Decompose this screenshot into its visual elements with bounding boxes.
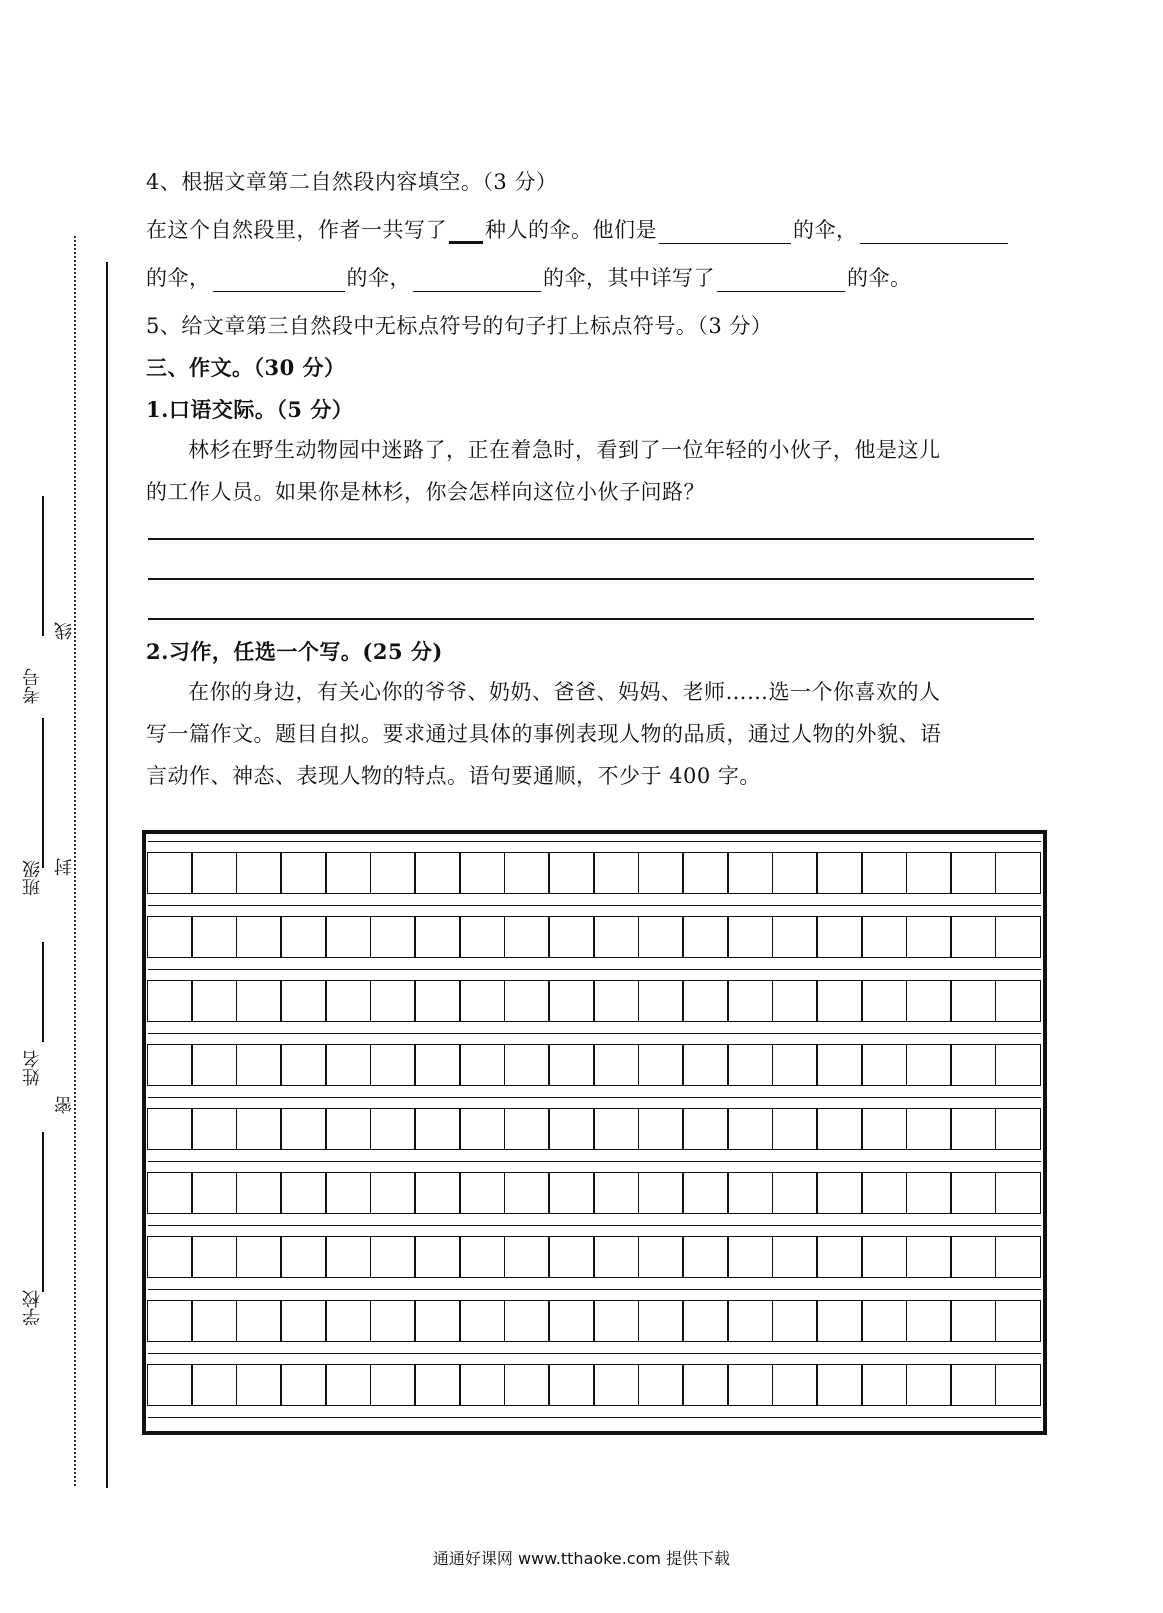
grid-cell[interactable] bbox=[772, 1300, 818, 1342]
grid-cell[interactable] bbox=[548, 1108, 594, 1150]
grid-cell[interactable] bbox=[638, 1108, 684, 1150]
grid-cell[interactable] bbox=[236, 1108, 282, 1150]
grid-cell[interactable] bbox=[995, 1044, 1041, 1086]
grid-separator bbox=[148, 1289, 1041, 1290]
part1-line2: 的工作人员。如果你是林杉，你会怎样向这位小伙子问路？ bbox=[146, 480, 705, 504]
grid-row bbox=[148, 916, 1041, 958]
q5-heading: 5、给文章第三自然段中无标点符号的句子打上标点符号。（3 分） bbox=[146, 314, 773, 338]
grid-cell[interactable] bbox=[861, 1300, 907, 1342]
grid-cell[interactable] bbox=[593, 980, 639, 1022]
grid-cell[interactable] bbox=[548, 1172, 594, 1214]
exam-no-underline bbox=[42, 496, 44, 636]
grid-cell[interactable] bbox=[236, 1172, 282, 1214]
grid-cell[interactable] bbox=[191, 1364, 237, 1406]
grid-cell[interactable] bbox=[147, 980, 193, 1022]
grid-cell[interactable] bbox=[504, 1364, 550, 1406]
fill-blank[interactable] bbox=[413, 269, 541, 292]
grid-row bbox=[148, 1108, 1041, 1150]
grid-cell[interactable] bbox=[236, 916, 282, 958]
grid-cell[interactable] bbox=[727, 1300, 773, 1342]
grid-cell[interactable] bbox=[370, 916, 416, 958]
grid-cell[interactable] bbox=[370, 1172, 416, 1214]
grid-cell[interactable] bbox=[280, 1108, 326, 1150]
grid-cell[interactable] bbox=[638, 1300, 684, 1342]
grid-cell[interactable] bbox=[816, 1236, 862, 1278]
grid-cell[interactable] bbox=[325, 1172, 371, 1214]
grid-cell[interactable] bbox=[950, 980, 996, 1022]
grid-cell[interactable] bbox=[236, 1364, 282, 1406]
exam-no-label: 考号 bbox=[22, 668, 43, 704]
grid-cell[interactable] bbox=[414, 852, 460, 894]
grid-cell[interactable] bbox=[414, 1172, 460, 1214]
part2-line3: 言动作、神态、表现人物的特点。语句要通顺，不少于 400 字。 bbox=[146, 764, 761, 788]
grid-cell[interactable] bbox=[548, 980, 594, 1022]
grid-cell[interactable] bbox=[325, 1236, 371, 1278]
part1-line1: 林杉在野生动物园中迷路了，正在着急时，看到了一位年轻的小伙子，他是这儿 bbox=[188, 438, 941, 462]
grid-cell[interactable] bbox=[861, 1172, 907, 1214]
grid-cell[interactable] bbox=[504, 852, 550, 894]
grid-cell[interactable] bbox=[682, 1300, 728, 1342]
grid-cell[interactable] bbox=[370, 1108, 416, 1150]
grid-cell[interactable] bbox=[593, 1044, 639, 1086]
grid-cell[interactable] bbox=[191, 980, 237, 1022]
part2-heading: 2.习作，任选一个写。(25 分) bbox=[146, 639, 443, 664]
grid-row bbox=[148, 1172, 1041, 1214]
grid-cell[interactable] bbox=[995, 916, 1041, 958]
grid-cell[interactable] bbox=[147, 1172, 193, 1214]
grid-cell[interactable] bbox=[147, 1108, 193, 1150]
grid-cell[interactable] bbox=[727, 1044, 773, 1086]
grid-cell[interactable] bbox=[950, 852, 996, 894]
q4-line1-c: 的伞， bbox=[793, 218, 858, 242]
grid-cell[interactable] bbox=[236, 1044, 282, 1086]
grid-cell[interactable] bbox=[950, 1364, 996, 1406]
section3-heading: 三、作文。（30 分） bbox=[146, 355, 346, 380]
answer-line-1[interactable] bbox=[148, 538, 1034, 540]
grid-cell[interactable] bbox=[459, 1300, 505, 1342]
grid-cell[interactable] bbox=[370, 1364, 416, 1406]
q4-line1 bbox=[146, 214, 1010, 244]
grid-cell[interactable] bbox=[147, 852, 193, 894]
grid-cell[interactable] bbox=[950, 1044, 996, 1086]
q4-line2 bbox=[146, 262, 912, 292]
grid-cell[interactable] bbox=[593, 916, 639, 958]
grid-cell[interactable] bbox=[280, 916, 326, 958]
composition-grid[interactable] bbox=[142, 830, 1047, 1435]
grid-cell[interactable] bbox=[414, 1300, 460, 1342]
grid-cell[interactable] bbox=[906, 916, 952, 958]
grid-cell[interactable] bbox=[504, 1044, 550, 1086]
grid-cell[interactable] bbox=[191, 916, 237, 958]
grid-cell[interactable] bbox=[772, 1236, 818, 1278]
grid-cell[interactable] bbox=[638, 916, 684, 958]
grid-cell[interactable] bbox=[236, 1236, 282, 1278]
grid-cell[interactable] bbox=[772, 916, 818, 958]
grid-cell[interactable] bbox=[414, 1108, 460, 1150]
grid-row bbox=[148, 1364, 1041, 1406]
grid-cell[interactable] bbox=[906, 1172, 952, 1214]
grid-cell[interactable] bbox=[548, 852, 594, 894]
grid-cell[interactable] bbox=[727, 1172, 773, 1214]
part2-line2: 写一篇作文。题目自拟。要求通过具体的事例表现人物的品质，通过人物的外貌、语 bbox=[146, 722, 942, 746]
grid-cell[interactable] bbox=[995, 852, 1041, 894]
grid-cell[interactable] bbox=[147, 1300, 193, 1342]
grid-cell[interactable] bbox=[459, 1364, 505, 1406]
grid-cell[interactable] bbox=[727, 1364, 773, 1406]
grid-cell[interactable] bbox=[191, 1172, 237, 1214]
grid-cell[interactable] bbox=[325, 852, 371, 894]
grid-cell[interactable] bbox=[772, 980, 818, 1022]
grid-cell[interactable] bbox=[370, 1044, 416, 1086]
grid-cell[interactable] bbox=[414, 916, 460, 958]
school-label: 学校 bbox=[22, 1290, 43, 1326]
grid-cell[interactable] bbox=[906, 1108, 952, 1150]
grid-cell[interactable] bbox=[414, 1236, 460, 1278]
fill-blank[interactable] bbox=[659, 221, 791, 244]
grid-separator bbox=[148, 905, 1041, 906]
grid-cell[interactable] bbox=[772, 1044, 818, 1086]
grid-cell[interactable] bbox=[280, 1044, 326, 1086]
grid-cell[interactable] bbox=[504, 916, 550, 958]
grid-cell[interactable] bbox=[593, 1236, 639, 1278]
grid-cell[interactable] bbox=[772, 852, 818, 894]
grid-cell[interactable] bbox=[236, 852, 282, 894]
grid-cell[interactable] bbox=[950, 1108, 996, 1150]
fill-blank[interactable] bbox=[213, 269, 345, 292]
grid-cell[interactable] bbox=[727, 980, 773, 1022]
grid-separator bbox=[148, 1417, 1041, 1418]
grid-cell[interactable] bbox=[191, 1108, 237, 1150]
seal-char-feng: 封 bbox=[54, 858, 75, 876]
grid-cell[interactable] bbox=[459, 1044, 505, 1086]
grid-cell[interactable] bbox=[727, 852, 773, 894]
grid-cell[interactable] bbox=[861, 1044, 907, 1086]
grid-cell[interactable] bbox=[861, 980, 907, 1022]
grid-cell[interactable] bbox=[906, 1300, 952, 1342]
grid-cell[interactable] bbox=[459, 980, 505, 1022]
class-label: 班级 bbox=[22, 860, 43, 896]
grid-cell[interactable] bbox=[504, 1300, 550, 1342]
grid-cell[interactable] bbox=[682, 1236, 728, 1278]
grid-cell[interactable] bbox=[816, 1300, 862, 1342]
grid-cell[interactable] bbox=[950, 1300, 996, 1342]
grid-cell[interactable] bbox=[147, 916, 193, 958]
grid-cell[interactable] bbox=[147, 1236, 193, 1278]
grid-separator bbox=[148, 1353, 1041, 1354]
grid-cell[interactable] bbox=[682, 980, 728, 1022]
grid-separator bbox=[148, 1033, 1041, 1034]
fill-blank[interactable] bbox=[717, 269, 845, 292]
grid-cell[interactable] bbox=[414, 1364, 460, 1406]
grid-cell[interactable] bbox=[548, 916, 594, 958]
grid-cell[interactable] bbox=[459, 1172, 505, 1214]
grid-cell[interactable] bbox=[548, 1236, 594, 1278]
grid-separator bbox=[148, 1225, 1041, 1226]
school-underline bbox=[42, 1132, 44, 1292]
grid-cell[interactable] bbox=[459, 916, 505, 958]
grid-cell[interactable] bbox=[995, 1300, 1041, 1342]
grid-cell[interactable] bbox=[727, 1108, 773, 1150]
grid-separator bbox=[148, 1097, 1041, 1098]
grid-cell[interactable] bbox=[727, 916, 773, 958]
grid-cell[interactable] bbox=[414, 980, 460, 1022]
grid-cell[interactable] bbox=[280, 1236, 326, 1278]
grid-cell[interactable] bbox=[816, 916, 862, 958]
grid-cell[interactable] bbox=[370, 1236, 416, 1278]
grid-cell[interactable] bbox=[593, 1172, 639, 1214]
grid-cell[interactable] bbox=[593, 1364, 639, 1406]
grid-cell[interactable] bbox=[906, 1364, 952, 1406]
grid-cell[interactable] bbox=[325, 1364, 371, 1406]
grid-cell[interactable] bbox=[638, 1044, 684, 1086]
grid-cell[interactable] bbox=[280, 1172, 326, 1214]
grid-cell[interactable] bbox=[638, 1236, 684, 1278]
grid-cell[interactable] bbox=[950, 916, 996, 958]
grid-cell[interactable] bbox=[638, 852, 684, 894]
grid-cell[interactable] bbox=[682, 1364, 728, 1406]
grid-row bbox=[148, 980, 1041, 1022]
q4-line2-b: 的伞， bbox=[346, 266, 411, 290]
q4-line2-a: 的伞， bbox=[146, 266, 211, 290]
grid-cell[interactable] bbox=[280, 852, 326, 894]
grid-cell[interactable] bbox=[861, 1108, 907, 1150]
grid-cell[interactable] bbox=[325, 916, 371, 958]
grid-cell[interactable] bbox=[236, 1300, 282, 1342]
grid-cell[interactable] bbox=[325, 1300, 371, 1342]
name-underline bbox=[42, 942, 44, 1042]
grid-cell[interactable] bbox=[191, 1300, 237, 1342]
grid-cell[interactable] bbox=[682, 1044, 728, 1086]
part2-line1: 在你的身边，有关心你的爷爷、奶奶、爸爸、妈妈、老师……选一个你喜欢的人 bbox=[188, 680, 941, 704]
grid-cell[interactable] bbox=[236, 980, 282, 1022]
grid-cell[interactable] bbox=[816, 1172, 862, 1214]
q4-line2-d: 的伞。 bbox=[847, 266, 912, 290]
grid-cell[interactable] bbox=[414, 1044, 460, 1086]
grid-row bbox=[148, 1236, 1041, 1278]
footer-credit: 通通好课网 www.tthaoke.com 提供下载 bbox=[432, 1549, 731, 1568]
grid-cell[interactable] bbox=[370, 852, 416, 894]
grid-cell[interactable] bbox=[861, 916, 907, 958]
grid-cell[interactable] bbox=[682, 1108, 728, 1150]
part1-heading: 1.口语交际。（5 分） bbox=[146, 397, 354, 422]
grid-cell[interactable] bbox=[861, 1236, 907, 1278]
grid-cell[interactable] bbox=[861, 1364, 907, 1406]
grid-cell[interactable] bbox=[638, 980, 684, 1022]
grid-cell[interactable] bbox=[995, 980, 1041, 1022]
grid-cell[interactable] bbox=[191, 852, 237, 894]
grid-row bbox=[148, 852, 1041, 894]
grid-cell[interactable] bbox=[147, 1364, 193, 1406]
grid-cell[interactable] bbox=[548, 1300, 594, 1342]
grid-cell[interactable] bbox=[638, 1364, 684, 1406]
grid-cell[interactable] bbox=[861, 852, 907, 894]
grid-cell[interactable] bbox=[816, 852, 862, 894]
grid-cell[interactable] bbox=[906, 852, 952, 894]
grid-cell[interactable] bbox=[280, 1300, 326, 1342]
name-label: 姓名 bbox=[22, 1050, 43, 1086]
grid-cell[interactable] bbox=[459, 1108, 505, 1150]
grid-cell[interactable] bbox=[325, 1044, 371, 1086]
grid-separator bbox=[148, 1161, 1041, 1162]
fill-blank[interactable] bbox=[449, 219, 483, 244]
grid-cell[interactable] bbox=[370, 980, 416, 1022]
grid-separator bbox=[148, 841, 1041, 842]
grid-separator bbox=[148, 969, 1041, 970]
grid-cell[interactable] bbox=[682, 852, 728, 894]
grid-cell[interactable] bbox=[816, 1364, 862, 1406]
grid-cell[interactable] bbox=[548, 1364, 594, 1406]
grid-cell[interactable] bbox=[504, 1108, 550, 1150]
grid-cell[interactable] bbox=[906, 1044, 952, 1086]
grid-cell[interactable] bbox=[504, 1172, 550, 1214]
grid-cell[interactable] bbox=[816, 1044, 862, 1086]
grid-cell[interactable] bbox=[593, 1300, 639, 1342]
grid-cell[interactable] bbox=[950, 1236, 996, 1278]
grid-cell[interactable] bbox=[280, 1364, 326, 1406]
grid-cell[interactable] bbox=[906, 1236, 952, 1278]
grid-cell[interactable] bbox=[995, 1364, 1041, 1406]
q4-line1-b: 种人的伞。他们是 bbox=[485, 218, 657, 242]
grid-cell[interactable] bbox=[772, 1172, 818, 1214]
fill-blank[interactable] bbox=[860, 221, 1008, 244]
grid-cell[interactable] bbox=[147, 1044, 193, 1086]
seal-char-line: 线 bbox=[54, 622, 75, 640]
grid-cell[interactable] bbox=[370, 1300, 416, 1342]
grid-cell[interactable] bbox=[191, 1236, 237, 1278]
grid-cell[interactable] bbox=[638, 1172, 684, 1214]
grid-cell[interactable] bbox=[950, 1172, 996, 1214]
grid-cell[interactable] bbox=[772, 1364, 818, 1406]
grid-cell[interactable] bbox=[504, 980, 550, 1022]
margin-solid-line bbox=[106, 262, 108, 1488]
grid-cell[interactable] bbox=[995, 1236, 1041, 1278]
grid-cell[interactable] bbox=[548, 1044, 594, 1086]
seal-char-mi: 密 bbox=[54, 1096, 75, 1114]
grid-cell[interactable] bbox=[280, 980, 326, 1022]
grid-cell[interactable] bbox=[816, 1108, 862, 1150]
q4-heading: 4、根据文章第二自然段内容填空。（3 分） bbox=[146, 170, 558, 194]
answer-line-2[interactable] bbox=[148, 578, 1034, 580]
grid-cell[interactable] bbox=[191, 1044, 237, 1086]
q4-line2-c: 的伞，其中详写了 bbox=[543, 266, 715, 290]
grid-cell[interactable] bbox=[727, 1236, 773, 1278]
q4-line1-a: 在这个自然段里，作者一共写了 bbox=[146, 218, 447, 242]
answer-line-3[interactable] bbox=[148, 618, 1034, 620]
grid-cell[interactable] bbox=[459, 852, 505, 894]
grid-row bbox=[148, 1044, 1041, 1086]
grid-cell[interactable] bbox=[504, 1236, 550, 1278]
grid-cell[interactable] bbox=[682, 1172, 728, 1214]
grid-cell[interactable] bbox=[995, 1108, 1041, 1150]
class-underline bbox=[42, 718, 44, 868]
grid-row bbox=[148, 1300, 1041, 1342]
grid-cell[interactable] bbox=[325, 1108, 371, 1150]
grid-cell[interactable] bbox=[325, 980, 371, 1022]
grid-cell[interactable] bbox=[459, 1236, 505, 1278]
grid-cell[interactable] bbox=[593, 1108, 639, 1150]
grid-cell[interactable] bbox=[682, 916, 728, 958]
grid-cell[interactable] bbox=[772, 1108, 818, 1150]
grid-cell[interactable] bbox=[995, 1172, 1041, 1214]
grid-cell[interactable] bbox=[906, 980, 952, 1022]
grid-cell[interactable] bbox=[816, 980, 862, 1022]
grid-cell[interactable] bbox=[593, 852, 639, 894]
